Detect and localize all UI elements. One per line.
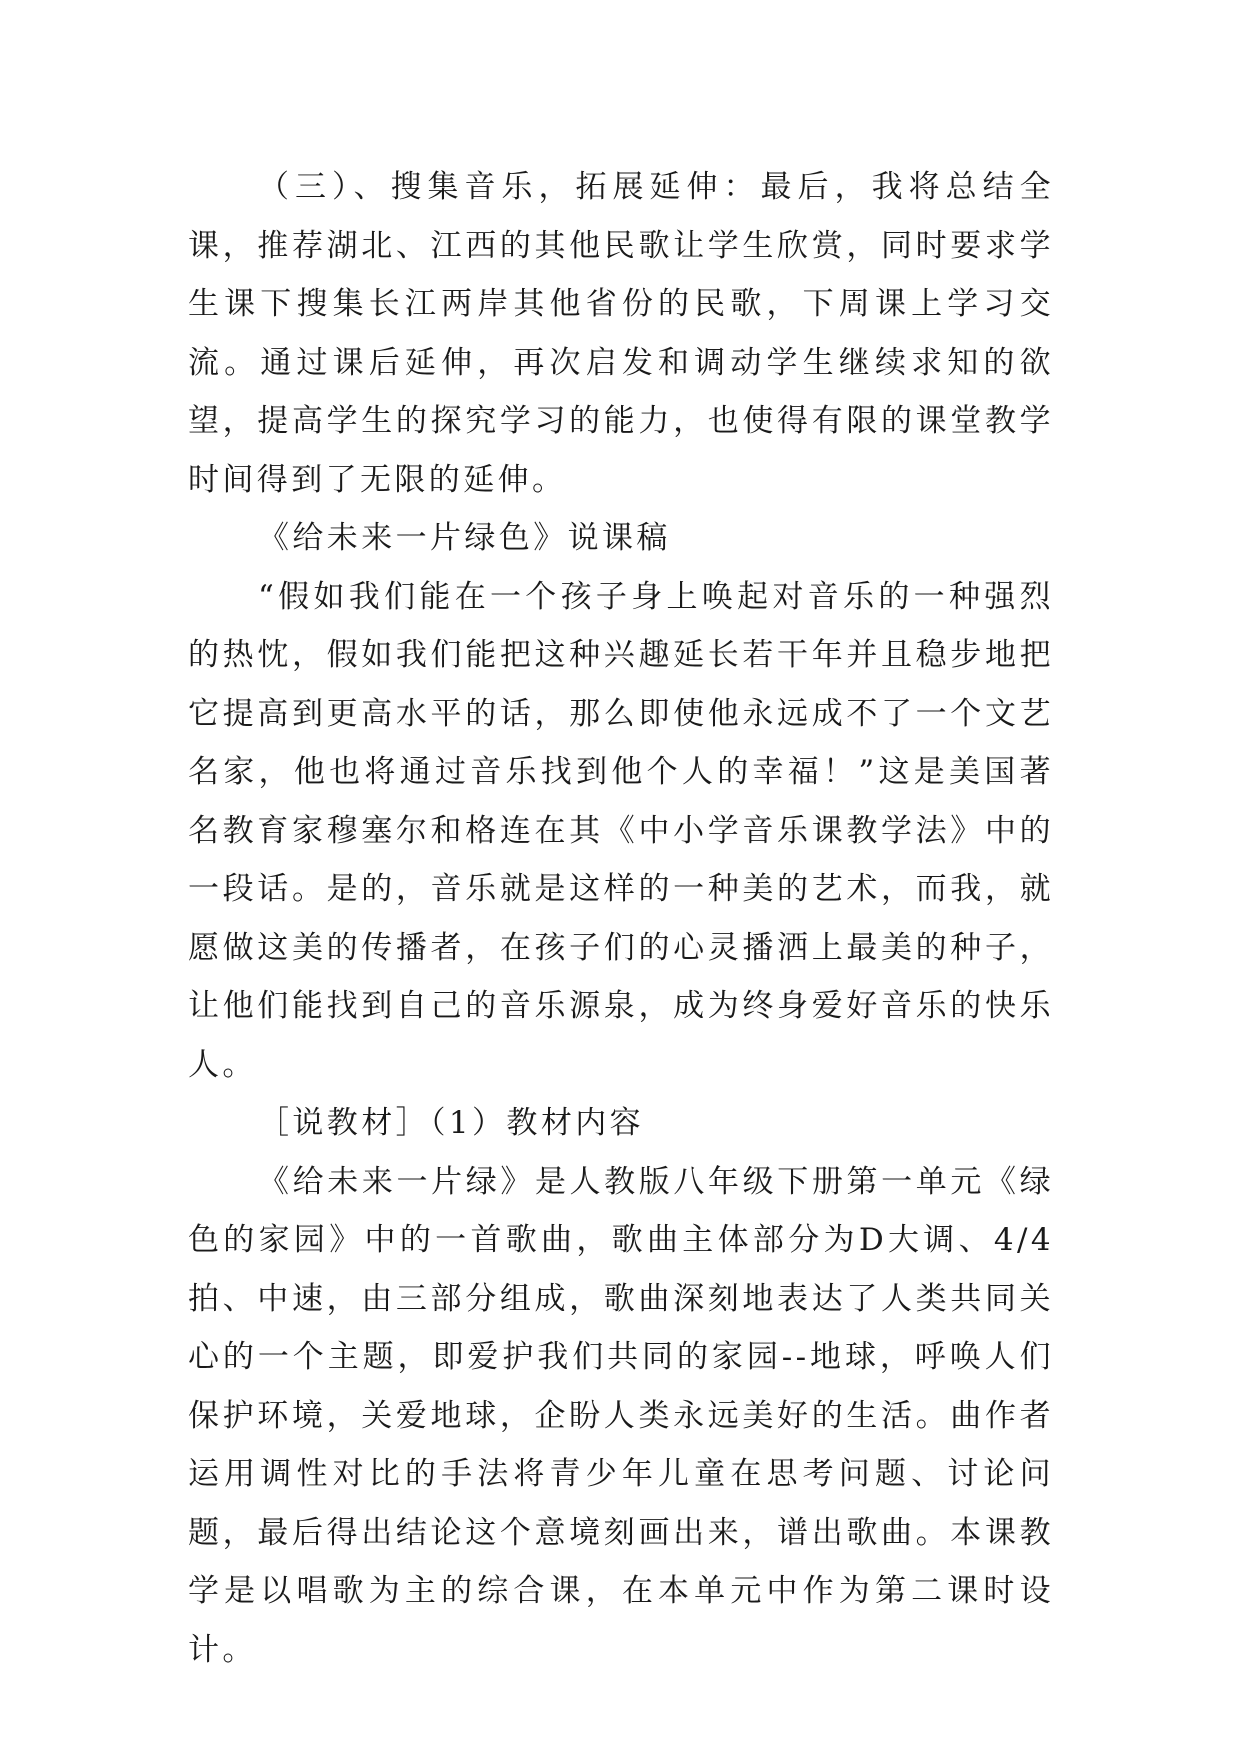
- paragraph-textbook-content: 《给未来一片绿》是人教版八年级下册第一单元《绿色的家园》中的一首歌曲，歌曲主体部分为D大调、4/4拍、中速，由三部分组成，歌曲深刻地表达了人类共同关心的一个主题，即爱护我们共同的家园--地球，呼唤人们保护环境，关爱地球，企盼人类永远美好的生活。曲作者运用调性对比的手法将青少年儿童在思考问题、讨论问题，最后得出结论这个意境刻画出来，谱出歌曲。本课教学是以唱歌为主的综合课，在本单元中作为第二课时设计。: [188, 1163, 1054, 1668]
- paragraph-opening-quote: “假如我们能在一个孩子身上唤起对音乐的一种强烈的热忱，假如我们能把这种兴趣延长若干年并且稳步地把它提高到更高水平的话，那么即使他永远成不了一个文艺名家，他也将通过音乐找到他个人的幸福！”这是美国著名教育家穆塞尔和格连在其《中小学音乐课教学法》中的一段话。是的，音乐就是这样的一种美的艺术，而我，就愿做这美的传播者，在孩子们的心灵播洒上最美的种子，让他们能找到自己的音乐源泉，成为终身爱好音乐的快乐人。: [188, 578, 1054, 1083]
- paragraph-search-extend: （三）、搜集音乐，拓展延伸：最后，我将总结全课，推荐湖北、江西的其他民歌让学生欣赏，同时要求学生课下搜集长江两岸其他省份的民歌，下周课上学习交流。通过课后延伸，再次启发和调动学生继续求知的欲望，提高学生的探究学习的能力，也使得有限的课堂教学时间得到了无限的延伸。: [188, 169, 1054, 498]
- document-body: [188, 158, 1054, 1679]
- section-title-lesson-script: 《给未来一片绿色》说课稿: [258, 520, 671, 556]
- section-heading-textbook: ［说教材］（1）教材内容: [258, 1105, 645, 1141]
